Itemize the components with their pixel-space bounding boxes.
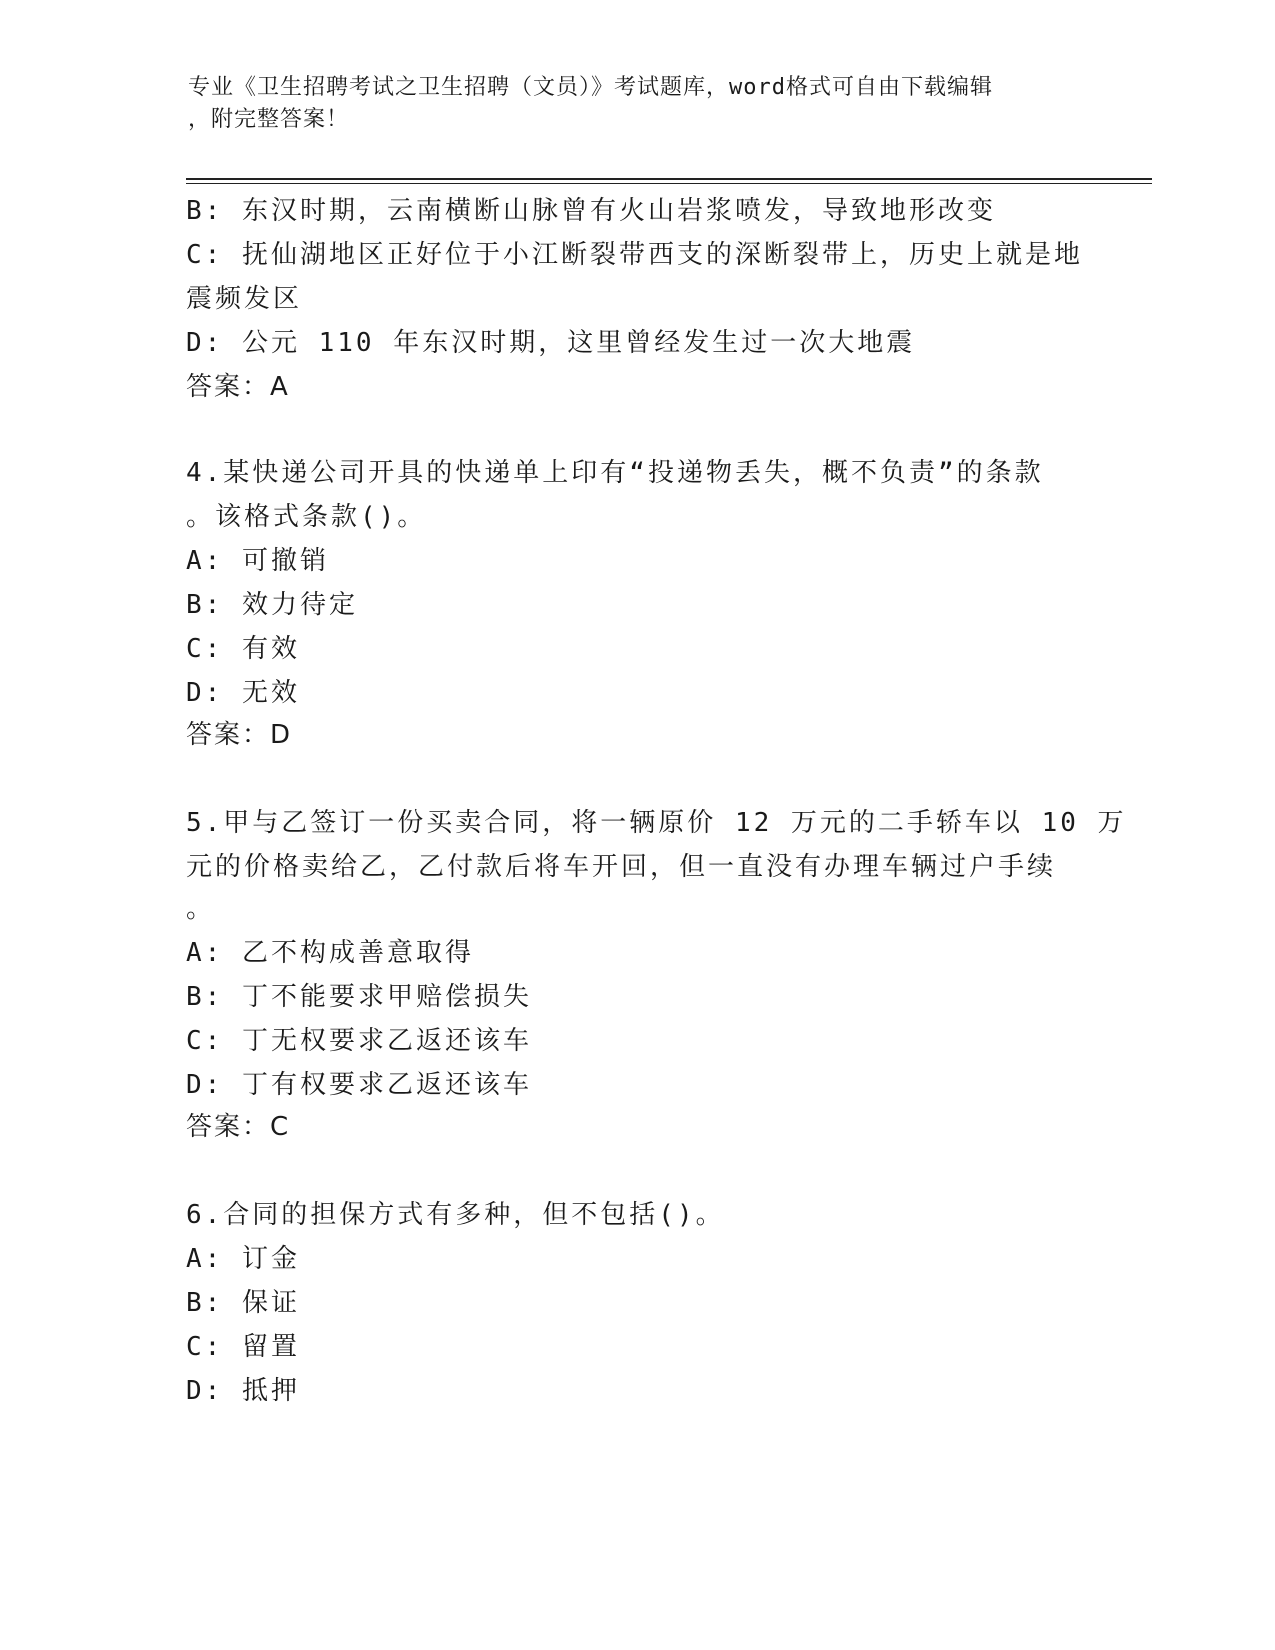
answer-q5: 答案：C	[186, 1112, 291, 1142]
option-b-q4: B: 效力待定	[186, 590, 358, 620]
question-4-cont: 。该格式条款()。	[186, 502, 427, 532]
option-a-q5: A: 乙不构成善意取得	[186, 938, 474, 968]
answer-q3: 答案：A	[186, 372, 290, 402]
option-b-q5: B: 丁不能要求甲赔偿损失	[186, 982, 532, 1012]
option-a-q6: A: 订金	[186, 1244, 300, 1274]
option-c-q6: C: 留置	[186, 1332, 300, 1362]
option-c-q3-cont: 震频发区	[186, 284, 303, 314]
answer-q4: 答案：D	[186, 720, 293, 750]
option-d-q3: D: 公元 110 年东汉时期，这里曾经发生过一次大地震	[186, 328, 916, 358]
header-line-1: 专业《卫生招聘考试之卫生招聘（文员）》考试题库，word格式可自由下载编辑	[188, 75, 993, 100]
question-4: 4.某快递公司开具的快递单上印有“投递物丢失，概不负责”的条款	[186, 458, 1044, 488]
option-c-q4: C: 有效	[186, 634, 300, 664]
option-b-q3: B: 东汉时期，云南横断山脉曾有火山岩浆喷发，导致地形改变	[186, 196, 996, 226]
header-divider-thick	[186, 178, 1152, 180]
question-6: 6.合同的担保方式有多种，但不包括()。	[186, 1200, 725, 1230]
document-header	[188, 72, 1068, 136]
question-5: 5.甲与乙签订一份买卖合同，将一辆原价 12 万元的二手轿车以 10 万	[186, 808, 1127, 838]
option-b-q6: B: 保证	[186, 1288, 300, 1318]
question-5-cont-2: 。	[186, 894, 216, 924]
header-line-2: ，附完整答案！	[188, 107, 350, 132]
header-divider-thin	[186, 183, 1152, 184]
option-d-q5: D: 丁有权要求乙返还该车	[186, 1070, 532, 1100]
option-a-q4: A: 可撤销	[186, 546, 329, 576]
option-c-q5: C: 丁无权要求乙返还该车	[186, 1026, 532, 1056]
option-c-q3: C: 抚仙湖地区正好位于小江断裂带西支的深断裂带上，历史上就是地	[186, 240, 1083, 270]
question-5-cont: 元的价格卖给乙，乙付款后将车开回，但一直没有办理车辆过户手续	[186, 852, 1057, 882]
option-d-q6: D: 抵押	[186, 1376, 300, 1406]
option-d-q4: D: 无效	[186, 678, 300, 708]
